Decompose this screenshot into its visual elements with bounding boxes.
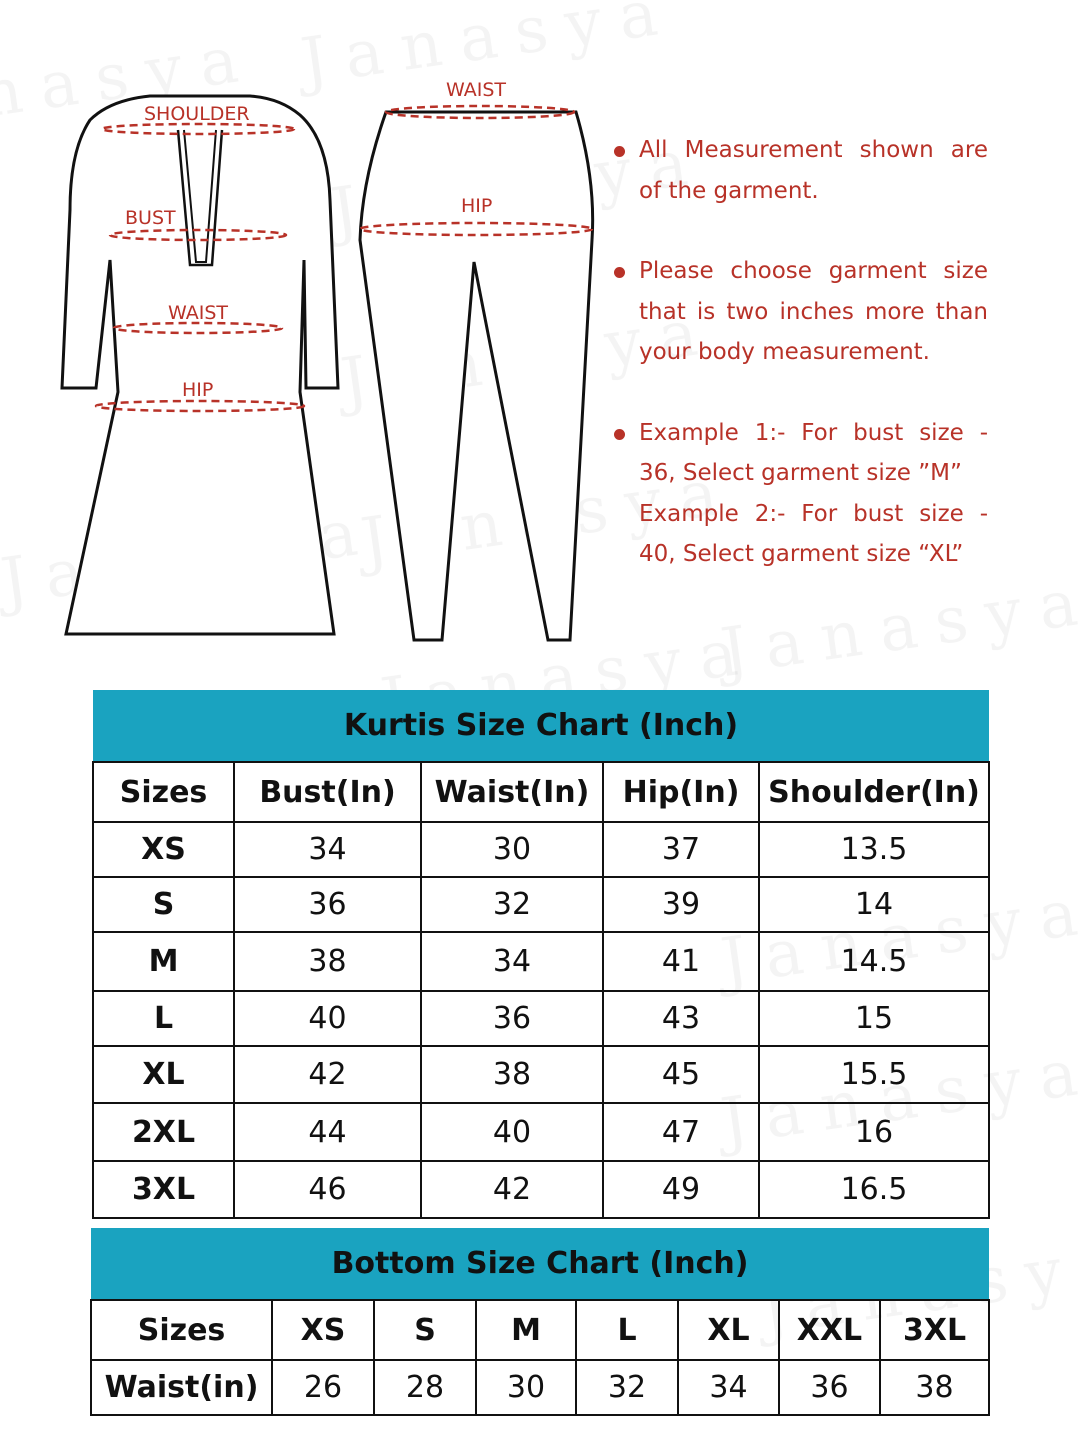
size-cell: 3XL bbox=[93, 1161, 234, 1218]
value-cell: 34 bbox=[678, 1360, 779, 1415]
value-cell: 40 bbox=[421, 1103, 603, 1161]
value-cell: 14.5 bbox=[759, 932, 989, 991]
value-cell: 44 bbox=[234, 1103, 421, 1161]
value-cell: 47 bbox=[603, 1103, 759, 1161]
value-cell: 46 bbox=[234, 1161, 421, 1218]
note-item-continued bbox=[612, 494, 988, 575]
kurta-waist-label: WAIST bbox=[168, 302, 229, 324]
pants-hip-label: HIP bbox=[461, 195, 493, 217]
column-header: L bbox=[576, 1300, 678, 1360]
table-header-row bbox=[93, 762, 989, 822]
value-cell: 30 bbox=[476, 1360, 576, 1415]
column-header: Hip(In) bbox=[603, 762, 759, 822]
value-cell: 16.5 bbox=[759, 1161, 989, 1218]
column-header: Waist(In) bbox=[421, 762, 603, 822]
value-cell: 42 bbox=[421, 1161, 603, 1218]
table-row bbox=[93, 822, 989, 877]
table-row bbox=[93, 1046, 989, 1103]
size-cell: M bbox=[93, 932, 234, 991]
table-row bbox=[93, 991, 989, 1046]
value-cell: 30 bbox=[421, 822, 603, 877]
value-cell: 28 bbox=[374, 1360, 476, 1415]
note-text: Example 2:- For bust size - 40, Select garment size “XL” bbox=[639, 500, 988, 567]
bottom-size-table bbox=[90, 1228, 990, 1416]
kurta-drawing bbox=[62, 96, 338, 634]
size-cell: XS bbox=[93, 822, 234, 877]
value-cell: 45 bbox=[603, 1046, 759, 1103]
size-cell: S bbox=[93, 877, 234, 932]
table-header-row bbox=[91, 1300, 989, 1360]
value-cell: 15 bbox=[759, 991, 989, 1046]
value-cell: 16 bbox=[759, 1103, 989, 1161]
size-cell: XL bbox=[93, 1046, 234, 1103]
value-cell: 42 bbox=[234, 1046, 421, 1103]
row-label: Waist(in) bbox=[91, 1360, 272, 1415]
column-header: Shoulder(In) bbox=[759, 762, 989, 822]
column-header: XXL bbox=[779, 1300, 880, 1360]
table-row bbox=[93, 1103, 989, 1161]
value-cell: 49 bbox=[603, 1161, 759, 1218]
bottom-table-title: Bottom Size Chart (Inch) bbox=[91, 1228, 989, 1300]
value-cell: 39 bbox=[603, 877, 759, 932]
table-row bbox=[93, 877, 989, 932]
value-cell: 34 bbox=[421, 932, 603, 991]
pants-drawing bbox=[360, 112, 593, 640]
value-cell: 13.5 bbox=[759, 822, 989, 877]
note-item: All Measurement shown are of the garment. bbox=[612, 130, 988, 211]
table-row bbox=[91, 1360, 989, 1415]
value-cell: 32 bbox=[421, 877, 603, 932]
value-cell: 34 bbox=[234, 822, 421, 877]
kurtis-size-table bbox=[92, 690, 990, 1219]
kurtis-table-title: Kurtis Size Chart (Inch) bbox=[93, 690, 989, 762]
kurta-bust-label: BUST bbox=[125, 207, 176, 229]
column-header: 3XL bbox=[880, 1300, 989, 1360]
kurta-hip-label: HIP bbox=[182, 379, 214, 401]
table-row bbox=[93, 1161, 989, 1218]
size-cell: 2XL bbox=[93, 1103, 234, 1161]
value-cell: 40 bbox=[234, 991, 421, 1046]
value-cell: 37 bbox=[603, 822, 759, 877]
note-item: Example 1:- For bust size - 36, Select garment size ”M” bbox=[612, 413, 988, 494]
pants-waist-label: WAIST bbox=[446, 79, 507, 101]
value-cell: 26 bbox=[272, 1360, 374, 1415]
value-cell: 14 bbox=[759, 877, 989, 932]
note-item: Please choose garment size that is two inches more than your body measurement. bbox=[612, 251, 988, 373]
kurta-shoulder-label: SHOULDER bbox=[144, 103, 250, 125]
value-cell: 36 bbox=[234, 877, 421, 932]
column-header: XL bbox=[678, 1300, 779, 1360]
value-cell: 38 bbox=[880, 1360, 989, 1415]
value-cell: 32 bbox=[576, 1360, 678, 1415]
column-header: Sizes bbox=[91, 1300, 272, 1360]
column-header: M bbox=[476, 1300, 576, 1360]
column-header: XS bbox=[272, 1300, 374, 1360]
value-cell: 36 bbox=[779, 1360, 880, 1415]
column-header: Bust(In) bbox=[234, 762, 421, 822]
value-cell: 36 bbox=[421, 991, 603, 1046]
measurement-notes bbox=[612, 130, 988, 615]
value-cell: 41 bbox=[603, 932, 759, 991]
table-row bbox=[93, 932, 989, 991]
column-header: S bbox=[374, 1300, 476, 1360]
value-cell: 38 bbox=[234, 932, 421, 991]
size-cell: L bbox=[93, 991, 234, 1046]
column-header: Sizes bbox=[93, 762, 234, 822]
value-cell: 15.5 bbox=[759, 1046, 989, 1103]
value-cell: 38 bbox=[421, 1046, 603, 1103]
value-cell: 43 bbox=[603, 991, 759, 1046]
